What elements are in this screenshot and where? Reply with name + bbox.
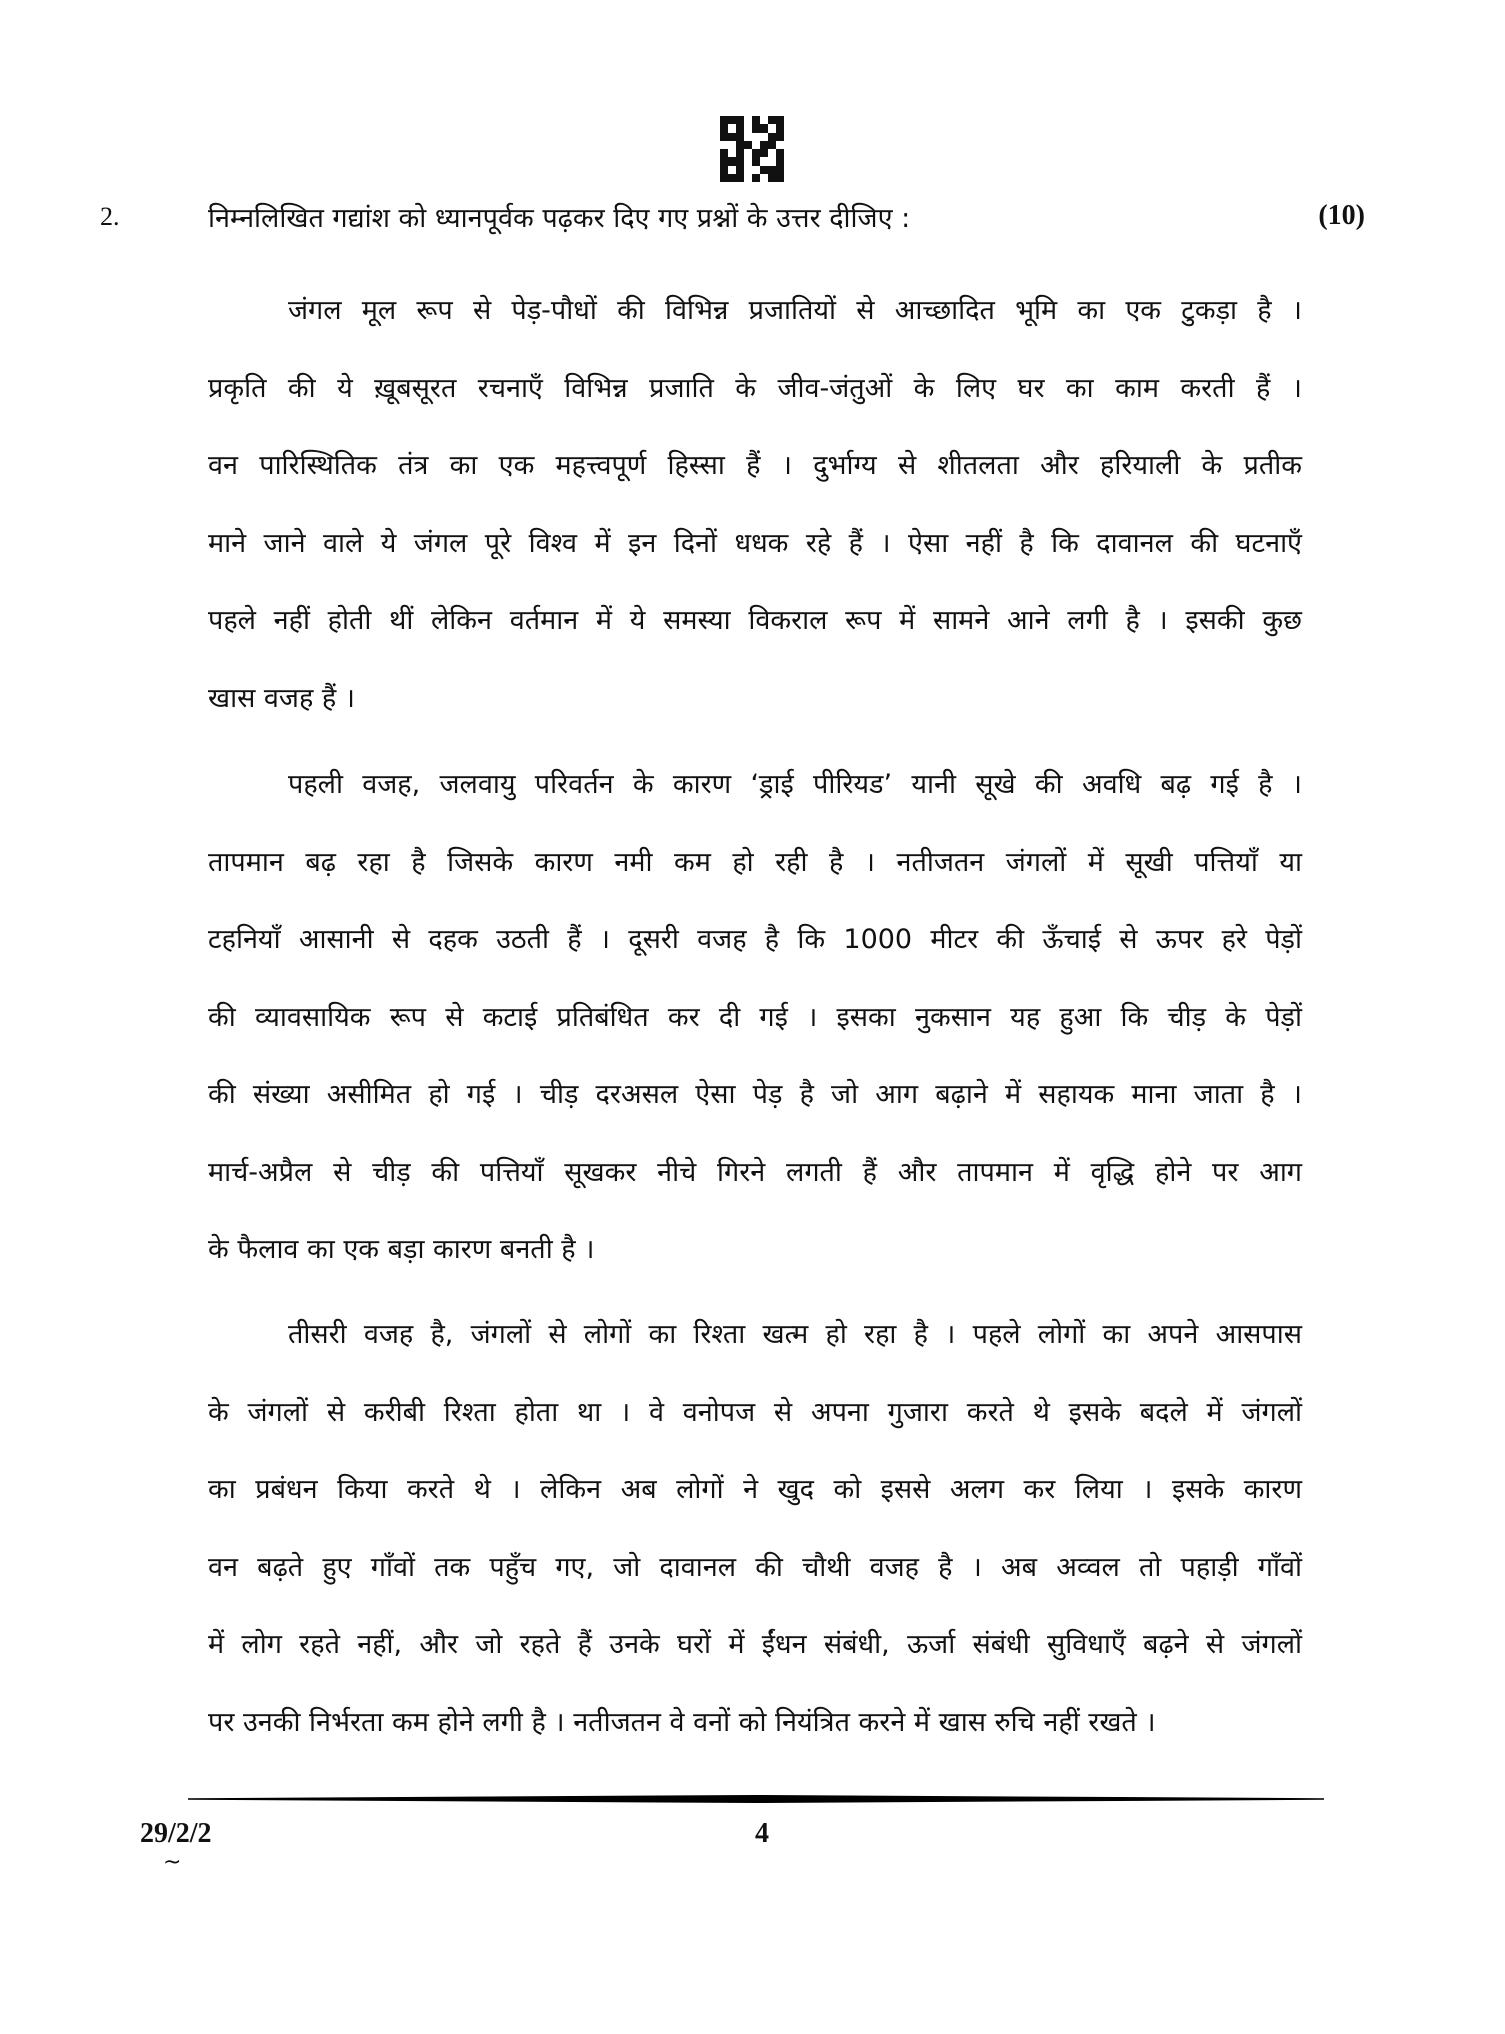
passage-paragraph-2 xyxy=(208,746,1302,1289)
passage-line: प्रकृति की ये ख़ूबसूरत रचनाएँ विभिन्न प्रजाति के जीव-जंतुओं के लिए घर का काम करती हैं । xyxy=(208,372,1302,404)
passage-line: तीसरी वजह है, जंगलों से लोगों का रिश्ता खत्म हो रहा है । पहले लोगों का अपने आसपास xyxy=(288,1319,1302,1350)
passage-line: की व्यावसायिक रूप से कटाई प्रतिबंधित कर दी गई । इसका नुकसान यह हुआ कि चीड़ के पेड़ों xyxy=(208,1001,1302,1033)
question-marks: (10) xyxy=(1318,200,1365,231)
passage-line: वन बढ़ते हुए गाँवों तक पहुँच गए, जो दावानल की चौथी वजह है । अब अव्वल तो पहाड़ी गाँवों xyxy=(208,1551,1302,1583)
passage-line: पहले नहीं होती थीं लेकिन वर्तमान में ये समस्या विकराल रूप में सामने आने लगी है । इसकी कुछ xyxy=(208,605,1302,636)
footer-divider xyxy=(188,1795,1324,1803)
passage-line: मार्च-अप्रैल से चीड़ की पत्तियाँ सूखकर नीचे गिरने लगती हैं और तापमान में वृद्धि होने पर आग xyxy=(208,1156,1302,1188)
passage-line: के फैलाव का एक बड़ा कारण बनती है । xyxy=(208,1234,595,1265)
passage-paragraph-1 xyxy=(208,272,1302,737)
passage-line: में लोग रहते नहीं, और जो रहते हैं उनके घरों में ईंधन संबंधी, ऊर्जा संबंधी सुविधाएँ बढ़ने से जंगलों xyxy=(208,1629,1302,1660)
page-number: 4 xyxy=(755,1818,769,1849)
passage-paragraph-3 xyxy=(208,1296,1302,1761)
paper-code: 29/2/2 xyxy=(140,1818,212,1849)
passage-line: खास वजह हैं । xyxy=(208,682,356,714)
passage-line: जंगल मूल रूप से पेड़-पौधों की विभिन्न प्रजातियों से आच्छादित भूमि का एक टुकड़ा है । xyxy=(288,295,1302,326)
question-instruction: निम्नलिखित गद्यांश को ध्यानपूर्वक पढ़कर दिए गए प्रश्नों के उत्तर दीजिए : xyxy=(208,203,911,234)
footer-mark: ~ xyxy=(163,1850,182,1875)
passage-line: वन पारिस्थितिक तंत्र का एक महत्त्वपूर्ण हिस्सा हैं । दुर्भाग्य से शीतलता और हरियाली के प्रतीक xyxy=(208,450,1302,481)
qr-code-icon xyxy=(720,116,784,182)
passage-line: माने जाने वाले ये जंगल पूरे विश्व में इन दिनों धधक रहे हैं । ऐसा नहीं है कि दावानल की घटनाएँ xyxy=(208,527,1302,559)
passage-line: के जंगलों से करीबी रिश्ता होता था । वे वनोपज से अपना गुजारा करते थे इसके बदले में जंगलों xyxy=(208,1396,1302,1428)
question-number: 2. xyxy=(100,202,120,231)
passage-line: तापमान बढ़ रहा है जिसके कारण नमी कम हो रही है । नतीजतन जंगलों में सूखी पत्तियाँ या xyxy=(208,846,1302,878)
passage-line: पर उनकी निर्भरता कम होने लगी है । नतीजतन वे वनों को नियंत्रित करने में खास रुचि नहीं रखते । xyxy=(208,1706,1156,1738)
passage-line: पहली वजह, जलवायु परिवर्तन के कारण ‘ड्राई पीरियड’ यानी सूखे की अवधि बढ़ गई है । xyxy=(288,769,1302,800)
passage-line: की संख्या असीमित हो गई । चीड़ दरअसल ऐसा पेड़ है जो आग बढ़ाने में सहायक माना जाता है । xyxy=(208,1079,1302,1110)
passage-line: टहनियाँ आसानी से दहक उठती हैं । दूसरी वजह है कि 1000 मीटर की ऊँचाई से ऊपर हरे पेड़ों xyxy=(208,924,1302,955)
passage-line: का प्रबंधन किया करते थे । लेकिन अब लोगों ने खुद को इससे अलग कर लिया । इसके कारण xyxy=(208,1474,1302,1505)
